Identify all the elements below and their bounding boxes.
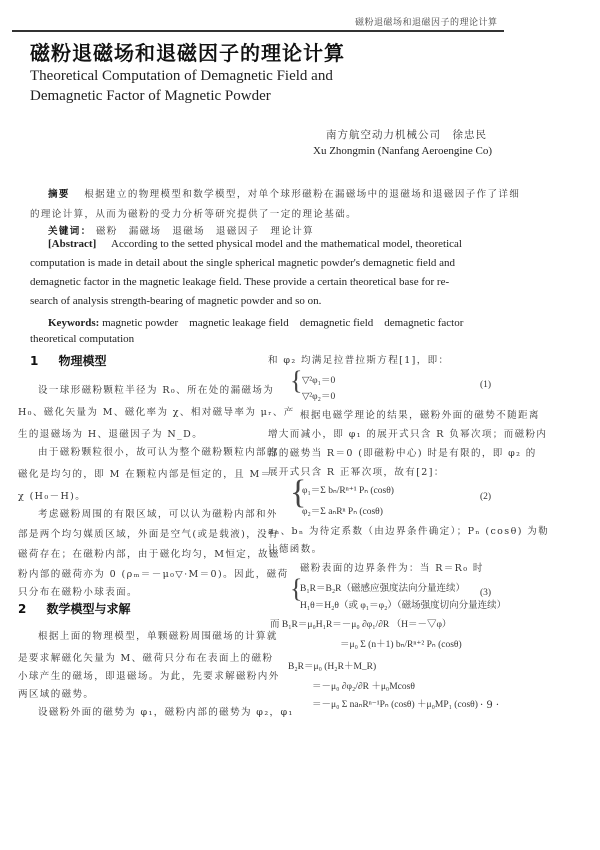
rc-para1: 增大而减小，即 φ₁ 的展开式只含 R 负幂次项；而磁粉内 <box>268 429 548 440</box>
eq3-number: (3) <box>480 588 492 598</box>
keywords-en-line2: theoretical computation <box>30 333 135 345</box>
eq1-brace: { <box>290 366 303 395</box>
eq3-a: B₁R＝B₂R（磁感应强度法向分量连续） <box>300 584 465 594</box>
rc-para2: aₙ、bₙ 为待定系数（由边界条件确定）；Pₙ (cosθ) 为勒 <box>268 526 550 537</box>
abstract-en-label: [Abstract] <box>48 238 97 250</box>
abstract-cn-label: 摘要 <box>48 189 70 200</box>
eq2-a: φ₁＝Σ bₙ/Rⁿ⁺¹ Pₙ (cosθ) <box>302 486 394 496</box>
s1-line: 设一球形磁粉颗粒半径为 R₀、所在处的漏磁场为 <box>38 385 275 396</box>
s1-line: 粉内部的磁荷亦为 0 (ρₘ＝－μ₀▽·M＝0)。因此，磁荷 <box>18 569 289 580</box>
eq3-b: H₁θ＝H₂θ（或 φ₁＝φ₂）（磁场强度切向分量连续） <box>300 601 507 611</box>
abstract-en-line1 <box>48 238 462 250</box>
eq5-c: ＝－μ₀ Σ naₙRⁿ⁻¹Pₙ (cosθ) ＋μ₀MP₁ (cosθ) <box>312 700 478 710</box>
s2-line: 小球产生的磁场，即退磁场。为此，先要求解磁粉内外 <box>18 671 280 682</box>
s1-line: 磁荷存在；在磁粉内部，由于磁化均匀，M恒定，故磁 <box>18 549 280 560</box>
s1-line: 由于磁粉颗粒很小，故可认为整个磁粉颗粒内部的 <box>38 447 278 458</box>
section2-title: 数学模型与求解 <box>46 602 131 616</box>
abstract-en-text1: According to the setted physical model and the mathematical model, theoretical <box>111 238 462 250</box>
abstract-en-line2: computation is made in detail about the single spherical magnetic powder's demagnetic field and <box>30 257 456 269</box>
section1-title: 物理模型 <box>58 354 107 368</box>
title-english-line2: Demagnetic Factor of Magnetic Powder <box>30 88 271 104</box>
s1-line: 部是两个均匀媒质区域，外面是空气(或是载液)，没有 <box>18 529 279 540</box>
running-head: 磁粉退磁场和退磁因子的理论计算 <box>355 18 498 28</box>
title-english-line1: Theoretical Computation of Demagnetic Field and <box>30 68 333 84</box>
header-rule <box>12 30 504 32</box>
keywords-en-text1: magnetic powder magnetic leakage field demagnetic field demagnetic factor <box>102 317 464 329</box>
s1-line: 只分布在磁粉小球表面。 <box>18 587 138 598</box>
abstract-cn-text: 根据建立的物理模型和数学模型，对单个球形磁粉在漏磁场中的退磁场和退磁因子作了详细 <box>84 189 521 200</box>
author-english: Xu Zhongmin (Nanfang Aeroengine Co) <box>313 145 493 157</box>
s2-line: 两区域的磁势。 <box>18 689 95 700</box>
s2-line: 是要求解磁化矢量为 M、磁荷只分布在表面上的磁粉 <box>18 653 274 664</box>
abstract-cn-line1 <box>48 186 520 200</box>
rc-para1: 部的磁势当 R＝0 (即磁粉中心) 时是有限的，即 φ₂ 的 <box>268 448 537 459</box>
keywords-cn-label: 关键词： <box>48 226 92 237</box>
section1-number: 1 <box>30 354 39 368</box>
eq5-b: ＝－μ₀ ∂φ₂/∂R ＋μ₀Mcosθ <box>312 682 415 692</box>
keywords-cn <box>48 223 314 237</box>
eq3-brace: { <box>290 574 303 603</box>
s2-line: 根据上面的物理模型，单颗磁粉周围磁场的计算就 <box>38 631 278 642</box>
rc-intro: 和 φ₂ 均满足拉普拉斯方程[1]，即： <box>268 355 450 366</box>
s2-line: 设磁粉外面的磁势为 φ₁，磁粉内部的磁势为 φ₂，φ₁ <box>38 707 294 718</box>
rc-para2: 让德函数。 <box>268 544 323 555</box>
section2-number: 2 <box>18 602 27 616</box>
page-number: · 9 · <box>480 700 500 711</box>
eq1-number: (1) <box>480 380 492 390</box>
eq5-a: B₂R＝μ₀ (H₂R＋M_R) <box>288 662 377 672</box>
abstract-en-line4: search of analysis strength-bearing of magnetic powder and so on. <box>30 295 322 307</box>
s1-line: χ (H₀－H)。 <box>18 491 87 502</box>
rc-para1: 根据电磁学理论的结果，磁粉外面的磁势不随距离 <box>300 410 540 421</box>
s1-line: 生的退磁场为 H、退磁因子为 N_D。 <box>18 429 204 440</box>
eq2-brace: { <box>290 474 307 511</box>
rc-para1: 展开式只含 R 正幂次项，故有[2]： <box>268 467 445 478</box>
abstract-cn-line2: 的理论计算，从而为磁粉的受力分析等研究提供了一定的理论基础。 <box>30 209 358 220</box>
eq2-b: φ₂＝Σ aₙRⁿ Pₙ (cosθ) <box>302 507 383 517</box>
section1-heading <box>30 352 107 369</box>
title-chinese: 磁粉退磁场和退磁因子的理论计算 <box>30 41 345 65</box>
abstract-en-line3: demagnetic factor in the magnetic leakage field. These provide a certain theoretical base for re- <box>30 276 450 288</box>
s1-line: 考虑磁粉周围的有限区域，可以认为磁粉内部和外 <box>38 509 278 520</box>
author-chinese: 南方航空动力机械公司 徐忠民 <box>326 129 487 141</box>
keywords-en-label: Keywords: <box>48 317 100 329</box>
eq4-b: ＝μ₀ Σ (n＋1) bₙ/Rⁿ⁺² Pₙ (cosθ) <box>340 640 462 650</box>
s1-line: H₀、磁化矢量为 M、磁化率为 χ、相对磁导率为 μᵣ、产 <box>18 407 295 418</box>
section2-heading <box>18 600 131 617</box>
keywords-cn-text: 磁粉 漏磁场 退磁场 退磁因子 理论计算 <box>96 226 315 237</box>
eq1-b: ▽²φ₂＝0 <box>302 392 336 402</box>
eq2-number: (2) <box>480 492 492 502</box>
rc-para3: 磁粉表面的边界条件为：当 R＝R₀ 时 <box>300 563 484 574</box>
s1-line: 磁化是均匀的，即 M 在颗粒内部是恒定的，且 M＝ <box>18 469 272 480</box>
eq1-a: ▽²φ₁＝0 <box>302 376 336 386</box>
keywords-en <box>48 314 463 330</box>
eq4-a: 而 B₁R＝μ₀H₁R＝－μ₀ ∂φ₁/∂R （H＝－▽φ） <box>270 620 452 630</box>
